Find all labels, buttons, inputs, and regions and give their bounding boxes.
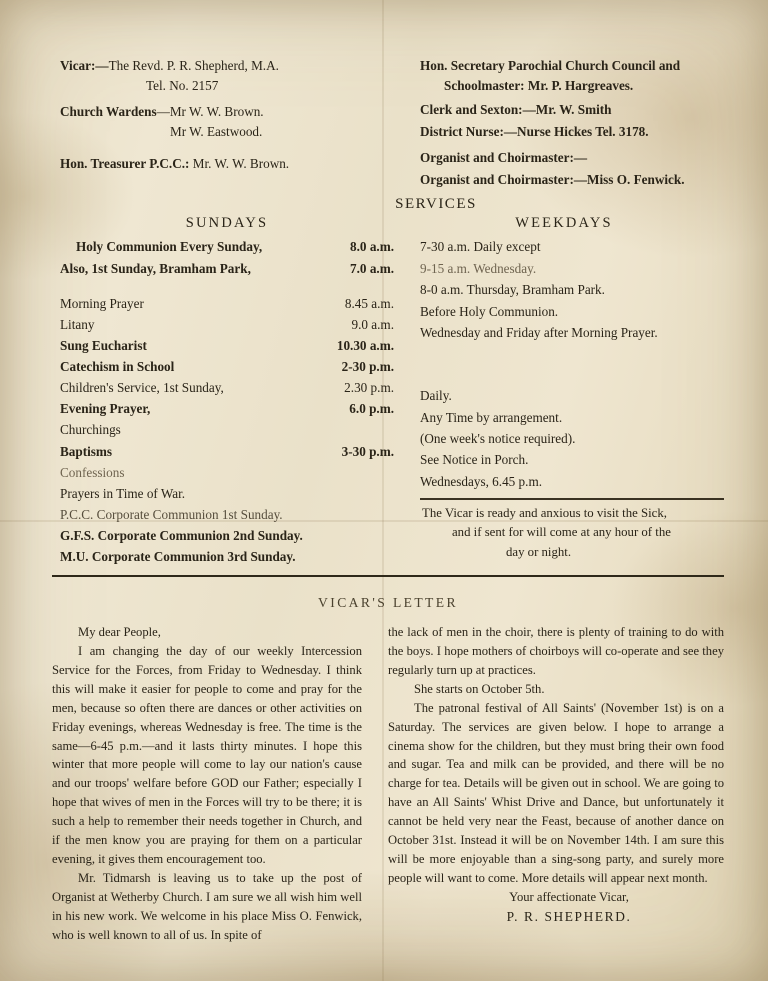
masthead-line — [60, 76, 394, 96]
letter-signature: P. R. SHEPHERD. — [506, 908, 632, 924]
service-time: 8.45 a.m. — [344, 295, 394, 311]
letter-salutation: My dear People, — [78, 625, 161, 640]
service-name: Prayers in Time of War. — [60, 485, 186, 501]
service-row — [60, 525, 394, 546]
service-row — [60, 377, 394, 398]
service-time: 3-30 p.m. — [341, 443, 394, 459]
service-name: Baptisms — [60, 443, 113, 459]
service-row — [60, 504, 394, 525]
letter-closing: Your affectionate Vicar, — [509, 889, 629, 904]
organist-name: Miss O. Fenwick. — [587, 172, 685, 188]
letter-paragraph: The patronal festival of All Saints' (November 1st) is on a Saturday. The services are given below. I hope to arrange a cinema show for the children, but they must bring their own food and sugar. Tea and milk can be provided, and there will be no charge for tea. Details will be given out in school. We are going to have an All Saints' Whist Drive and Dance, but unfortunately it cannot be held very near the Feast, because of another dance on October 31st. Instead it will be on November 14th. I am sure this will be more enjoyable than a sing-song party, and surely more people will want to come. More details will appear next month. — [388, 700, 724, 885]
section-rule — [52, 575, 724, 577]
service-time: 10.30 a.m. — [336, 337, 394, 353]
service-time — [310, 483, 394, 504]
weekday-line: See Notice in Porch. — [420, 452, 529, 468]
masthead-line — [60, 56, 394, 76]
masthead-line — [420, 56, 724, 76]
letter-left-column — [52, 623, 362, 944]
service-name: Confessions — [60, 464, 125, 480]
masthead-line — [60, 122, 394, 142]
services-column-headings — [52, 215, 724, 232]
weekday-line: Wednesday and Friday after Morning Prayer. — [420, 324, 658, 340]
service-row — [60, 483, 394, 504]
service-row — [60, 236, 394, 257]
treasurer-name: Mr. W. W. Brown. — [189, 156, 290, 172]
weekday-line: 7-30 a.m. Daily except — [420, 239, 541, 255]
service-name: Churchings — [60, 422, 121, 438]
service-time — [310, 546, 394, 567]
vicar-visiting-note — [420, 504, 724, 562]
service-time: 8.0 a.m. — [350, 239, 394, 255]
spacer — [60, 279, 394, 293]
service-row — [60, 462, 394, 483]
weekdays-heading: WEEKDAYS — [515, 215, 613, 232]
service-name: Evening Prayer, — [60, 401, 151, 417]
letter-paragraph: Mr. Tidmarsh is leaving us to take up the post of Organist at Wetherby Church. I am sure we all wish him well in his new work. We welcome in his place Miss O. Fenwick, who is well known to all of us. In spite of — [52, 870, 362, 942]
weekdays-column — [410, 236, 724, 567]
service-name: G.F.S. Corporate Communion 2nd Sunday. — [60, 528, 303, 543]
weekday-line: Before Holy Communion. — [420, 303, 559, 319]
sundays-heading: SUNDAYS — [185, 215, 269, 232]
vicar-label: Vicar:— — [60, 58, 109, 73]
masthead-line — [420, 76, 724, 96]
weekday-line: Wednesdays, 6.45 p.m. — [420, 473, 543, 489]
service-row — [60, 398, 394, 419]
masthead-line — [60, 102, 394, 122]
service-name: Holy Communion Every Sunday, — [76, 239, 263, 255]
masthead-line — [420, 100, 724, 120]
service-time — [310, 525, 394, 546]
service-row — [60, 546, 394, 567]
service-name: Morning Prayer — [60, 295, 144, 311]
vicars-letter-heading: VICAR'S LETTER — [318, 595, 458, 611]
service-time: 2.30 p.m. — [344, 380, 394, 396]
service-row — [60, 441, 394, 462]
vicar-note-line: and if sent for will come at any hour of the — [452, 525, 671, 540]
letter-paragraph: I am changing the day of our weekly Intercession Service for the Forces, from Friday to Wednesday. I think this will make it easier for people to come and pray for the men, because so often there are dances or other activities on Friday evenings, whereas Wednesday is free. The time is the same—6-45 p.m.—and it lasts thirty minutes. I hope this winter that more people will come to lay our nation's cause and our troops' welfare before GOD our Father; especially I hope that wives of men in the Forces will try to be there; it is such a help to remember their needs together in Church, and if the men know you are praying for them on a particular evening, it gives them encouragement too. — [52, 644, 362, 866]
service-name: Also, 1st Sunday, Bramham Park, — [60, 260, 251, 276]
service-time: 6.0 p.m. — [349, 401, 394, 417]
vicar-note-divider — [420, 498, 724, 500]
weekday-line: 8-0 a.m. Thursday, Bramham Park. — [420, 282, 605, 298]
masthead-left-column — [52, 56, 394, 190]
services-heading: SERVICES — [395, 196, 477, 213]
sundays-column — [52, 236, 394, 567]
schoolmaster-name: Schoolmaster: Mr. P. Hargreaves. — [444, 78, 634, 94]
service-time — [310, 504, 394, 525]
vicar-note-line: day or night. — [506, 544, 572, 559]
church-warden-1: —Mr W. W. Brown. — [156, 104, 264, 120]
weekday-line: Any Time by arrangement. — [420, 409, 563, 425]
services-body — [52, 236, 724, 567]
service-row — [60, 258, 394, 279]
masthead-line — [420, 122, 724, 142]
service-row — [60, 335, 394, 356]
vicar-note-line: The Vicar is ready and anxious to visit the Sick, — [422, 506, 667, 521]
service-time: 2-30 p.m. — [341, 359, 394, 374]
service-name: Children's Service, 1st Sunday, — [60, 380, 224, 396]
vicar-telephone: Tel. No. 2157 — [146, 78, 219, 94]
treasurer-label: Hon. Treasurer P.C.C.: — [60, 156, 190, 172]
masthead-line — [420, 170, 724, 190]
district-nurse-name: Nurse Hickes Tel. 3178. — [517, 124, 649, 140]
letter-paragraph: the lack of men in the choir, there is plenty of training to do with the boys. I hope mothers of choirboys will co-operate and see they regularly turn up at practices. — [388, 625, 724, 678]
church-wardens-label: Church Wardens — [60, 104, 157, 120]
service-name: M.U. Corporate Communion 3rd Sunday. — [60, 549, 296, 565]
service-name: Catechism in School — [60, 359, 175, 374]
service-time — [310, 462, 394, 483]
organist-label-blank: Organist and Choirmaster:— — [420, 150, 588, 166]
service-time — [310, 419, 394, 440]
clerk-sexton-label: Clerk and Sexton:— — [420, 102, 536, 118]
service-name: Sung Eucharist — [60, 337, 147, 353]
service-name: P.C.C. Corporate Communion 1st Sunday. — [60, 506, 283, 522]
service-row — [60, 419, 394, 440]
church-warden-2: Mr W. Eastwood. — [170, 124, 263, 140]
weekday-line: Daily. — [420, 388, 452, 404]
service-name: Litany — [60, 316, 95, 332]
spacer — [420, 343, 724, 385]
masthead — [52, 56, 724, 190]
vicar-name: The Revd. P. R. Shepherd, M.A. — [108, 58, 279, 73]
weekday-line: 9-15 a.m. Wednesday. — [420, 260, 537, 276]
letter-right-column — [388, 623, 724, 944]
letter-paragraph: She starts on October 5th. — [414, 681, 545, 696]
district-nurse-label: District Nurse:— — [420, 124, 518, 140]
service-row — [60, 356, 394, 377]
service-time: 7.0 a.m. — [350, 260, 394, 276]
masthead-right-column — [410, 56, 724, 190]
masthead-line — [60, 154, 394, 174]
weekday-line: (One week's notice required). — [420, 431, 576, 446]
organist-label: Organist and Choirmaster:— — [420, 172, 588, 188]
service-row — [60, 314, 394, 335]
service-row — [60, 293, 394, 314]
clerk-sexton-name: Mr. W. Smith — [535, 102, 612, 118]
masthead-line — [420, 148, 724, 168]
pcc-secretary-label: Hon. Secretary Parochial Church Council and — [420, 58, 681, 73]
service-time: 9.0 a.m. — [351, 316, 394, 332]
vicars-letter — [52, 623, 724, 944]
